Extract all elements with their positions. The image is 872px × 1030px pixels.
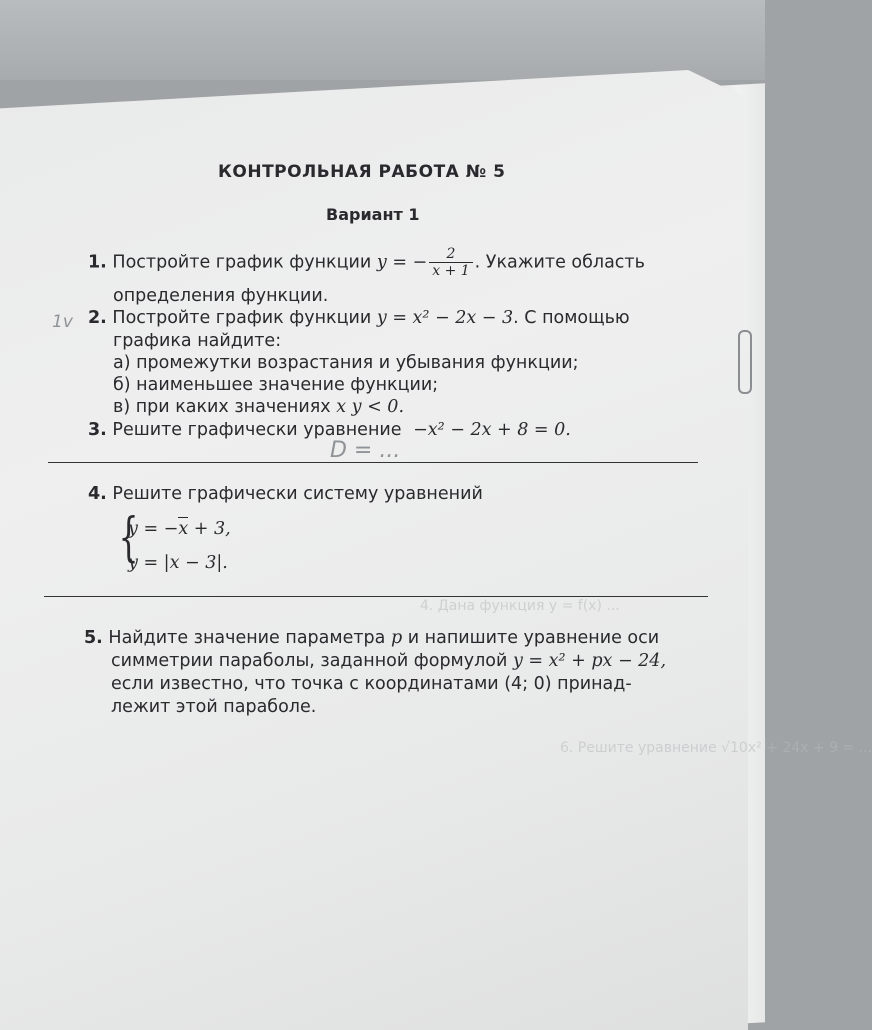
task-text: . Укажите область [474, 252, 645, 273]
handwritten-note: D = ... [330, 438, 401, 463]
equation: y = x² − 2x − 3 [376, 308, 514, 328]
task-2-item-b: б) наименьшее значение функции; [113, 375, 439, 395]
equation-part: y = − [128, 519, 179, 539]
task-text: Постройте график функции [112, 252, 372, 273]
task-2-item-a: а) промежутки возрастания и убывания функции; [113, 353, 579, 373]
task-5-line-2 [111, 651, 666, 671]
task-5-line-4: лежит этой параболе. [111, 697, 317, 717]
page-title: КОНТРОЛЬНАЯ РАБОТА № 5 [218, 162, 506, 182]
task-4 [88, 484, 483, 504]
fraction [429, 246, 472, 279]
task-text: и напишите уравнение оси [407, 628, 660, 648]
fraction-numerator: 2 [429, 246, 472, 263]
task-text: Постройте график функции [112, 308, 372, 328]
section-divider [44, 596, 708, 597]
task-number: 2. [88, 308, 107, 328]
equation: x y < 0. [336, 397, 405, 417]
equation: y = x² + px − 24, [512, 651, 667, 671]
section-divider [48, 462, 698, 463]
parameter: p [390, 628, 403, 648]
task-text: Решите графически систему уравнений [112, 484, 483, 504]
task-number: 5. [84, 628, 103, 648]
task-number: 4. [88, 484, 107, 504]
task-5 [84, 628, 659, 648]
task-3 [88, 420, 571, 440]
task-2-continuation: графика найдите: [113, 331, 282, 351]
task-1 [88, 246, 645, 279]
sqrt-argument: x [178, 519, 189, 539]
task-number: 1. [88, 252, 107, 273]
system-equation-2: y = |x − 3|. [128, 553, 228, 573]
task-text: Решите графически уравнение [112, 420, 402, 440]
task-2-item-c [113, 397, 404, 417]
task-number: 3. [88, 420, 107, 440]
equation: y = − [376, 252, 428, 273]
task-2 [88, 308, 630, 328]
task-text: в) при каких значениях [113, 397, 331, 417]
handwritten-margin-mark: 1v [52, 312, 73, 332]
task-text: Найдите значение параметра [108, 628, 386, 648]
system-brace: { [118, 508, 139, 568]
variant-heading: Вариант 1 [326, 205, 420, 224]
equation-part: + 3, [188, 519, 231, 539]
bleed-through-text: 6. Решите уравнение √10x² + 24x + 9 = ... [560, 740, 872, 756]
task-text: . С помощью [513, 308, 630, 328]
equation: −x² − 2x + 8 = 0. [413, 420, 571, 440]
system-equation-1 [128, 519, 231, 539]
task-1-continuation: определения функции. [113, 286, 329, 306]
fraction-denominator: x + 1 [432, 263, 470, 280]
task-text: симметрии параболы, заданной формулой [111, 651, 508, 671]
task-5-line-3: если известно, что точка с координатами (4; 0) принад- [111, 674, 632, 694]
bleed-through-text: 4. Дана функция y = f(x) ... [420, 598, 620, 614]
